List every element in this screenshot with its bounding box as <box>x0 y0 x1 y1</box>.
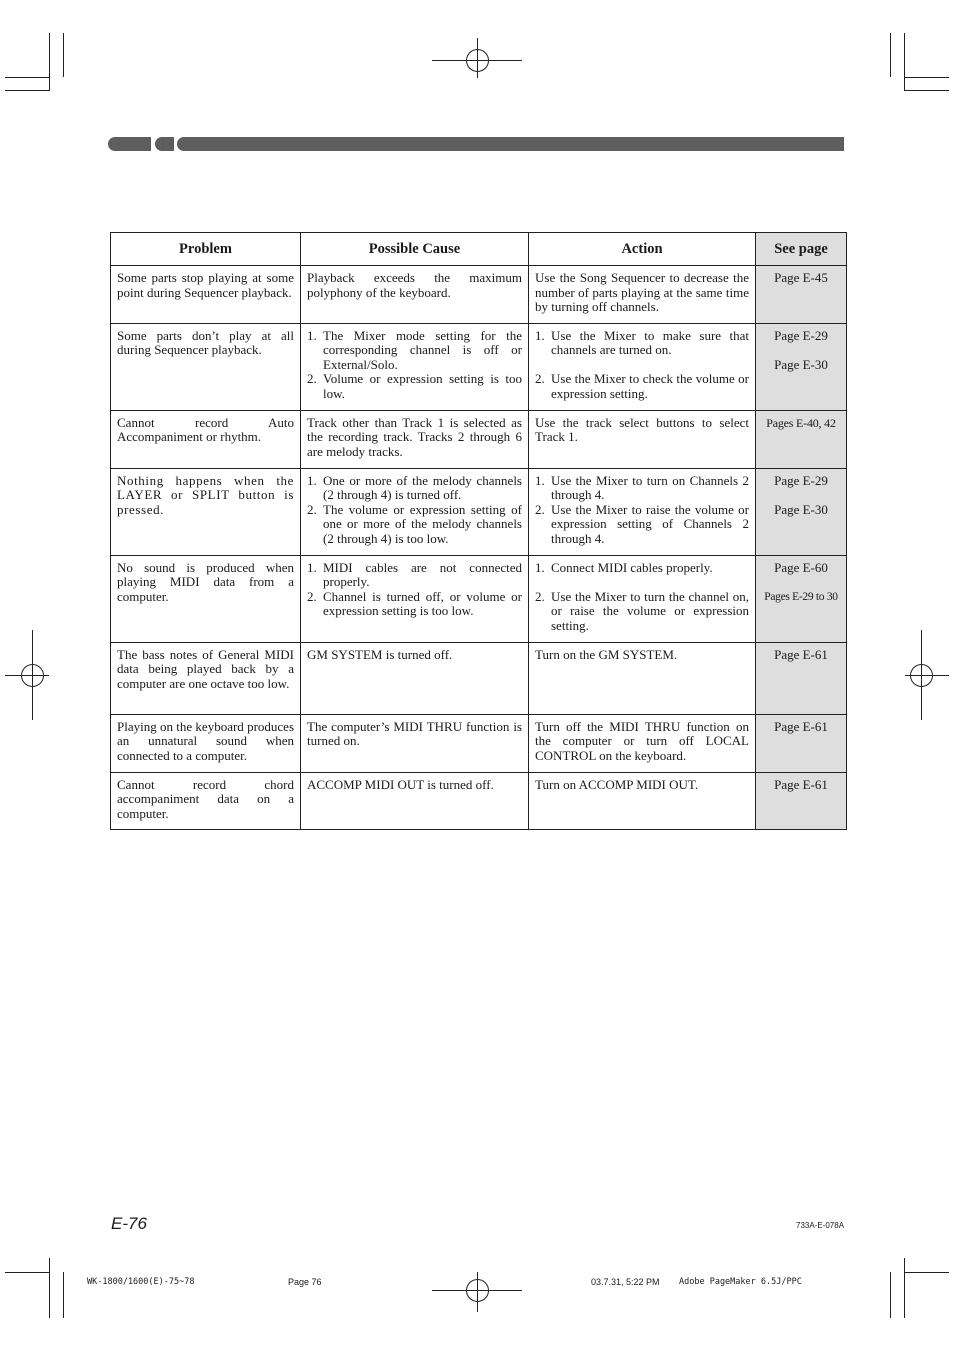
cause-cell: The computer’s MIDI THRU function is turned on. <box>301 714 529 772</box>
problem-cell: Cannot record chord accompaniment data on a computer. <box>111 772 301 830</box>
page-reference: Page E-29 <box>774 327 828 343</box>
header-bar-main <box>184 137 844 151</box>
crop-mark <box>890 33 891 77</box>
page-reference: Page E-30 <box>774 501 828 517</box>
see-page-cell <box>756 266 847 324</box>
action-cell <box>529 555 756 642</box>
list-item: 2. The volume or expression setting of one or more of the melody channels (2 through 4) is too low. <box>307 501 522 546</box>
crop-mark <box>49 1258 50 1318</box>
list-item-text: MIDI cables are not connected properly. <box>323 559 522 589</box>
registration-circle <box>466 1279 489 1302</box>
list-item: 2. Channel is turned off, or volume or expression setting is too low. <box>307 588 522 618</box>
crop-mark <box>5 77 49 78</box>
footer-page: Page 76 <box>288 1277 322 1287</box>
list-item-text: Use the Mixer to turn on Channels 2 through 4. <box>551 472 749 502</box>
page-number: E-76 <box>111 1214 147 1233</box>
table-row <box>111 642 847 714</box>
crop-mark <box>5 90 49 91</box>
registration-circle <box>466 49 489 72</box>
see-page-cell <box>756 714 847 772</box>
header-bar-segment <box>155 137 174 151</box>
cause-cell <box>301 555 529 642</box>
action-cell <box>529 323 756 410</box>
problem-cell: Playing on the keyboard produces an unnatural sound when connected to a computer. <box>111 714 301 772</box>
problem-cell: No sound is produced when playing MIDI data from a computer. <box>111 555 301 642</box>
list-item-text: Volume or expression setting is too low. <box>323 371 522 401</box>
problem-cell: Nothing happens when the LAYER or SPLIT button is pressed. <box>111 468 301 555</box>
crop-mark <box>49 33 50 91</box>
crop-mark <box>63 33 64 77</box>
problem-cell: Cannot record Auto Accompaniment or rhythm. <box>111 410 301 468</box>
action-cell <box>529 468 756 555</box>
page-reference: Page E-29 <box>774 472 828 488</box>
page-reference: Page E-60 <box>774 559 828 575</box>
list-item-text: One or more of the melody channels (2 through 4) is turned off. <box>323 472 522 502</box>
page-reference: Pages E-40, 42 <box>766 415 836 430</box>
see-page-cell <box>756 555 847 642</box>
table-row <box>111 266 847 324</box>
list-item: 2. Volume or expression setting is too low. <box>307 371 522 401</box>
crop-mark <box>905 90 949 91</box>
cause-cell: GM SYSTEM is turned off. <box>301 642 529 714</box>
table-row <box>111 410 847 468</box>
cause-cell <box>301 323 529 410</box>
list-item: 1. Use the Mixer to turn on Channels 2 through 4. <box>535 472 749 502</box>
see-page-cell <box>756 410 847 468</box>
cause-cell <box>301 468 529 555</box>
action-cell: Turn on the GM SYSTEM. <box>529 642 756 714</box>
footer-date: 03.7.31, 5:22 PM <box>591 1277 660 1287</box>
page-reference: Page E-30 <box>774 356 828 372</box>
crop-mark <box>890 1272 891 1318</box>
action-cell: Use the Song Sequencer to decrease the number of parts playing at the same time by turning off channels. <box>529 266 756 324</box>
page-reference: Page E-45 <box>774 270 828 285</box>
registration-circle <box>21 664 44 687</box>
page-reference: Page E-61 <box>774 646 828 662</box>
list-item-text: Use the Mixer to turn the channel on, or raise the volume or expression setting. <box>551 588 749 633</box>
crop-mark <box>905 77 949 78</box>
column-header: Action <box>529 233 756 266</box>
header-bar-segment <box>108 137 151 151</box>
list-item: 1. One or more of the melody channels (2 through 4) is turned off. <box>307 472 522 502</box>
problem-cell: The bass notes of General MIDI data being played back by a computer are one octave too low. <box>111 642 301 714</box>
list-item: 1. Connect MIDI cables properly. <box>535 559 713 575</box>
table-row <box>111 714 847 772</box>
list-item-text: Use the Mixer to make sure that channels are turned on. <box>551 327 749 357</box>
list-item-text: Use the Mixer to check the volume or expression setting. <box>551 371 749 401</box>
list-item: 1. Use the Mixer to make sure that channels are turned on. <box>535 327 749 357</box>
list-item-text: The volume or expression setting of one or more of the melody channels (2 through 4) is too low. <box>323 501 522 546</box>
crop-mark <box>905 1272 949 1273</box>
column-header: See page <box>756 233 847 266</box>
see-page-cell <box>756 642 847 714</box>
list-item-text: The Mixer mode setting for the corresponding channel is off or External/Solo. <box>323 327 522 372</box>
list-item-text: Connect MIDI cables properly. <box>551 559 713 575</box>
see-page-cell <box>756 772 847 830</box>
footer-file: WK-1800/1600(E)-75~78 <box>87 1277 195 1287</box>
crop-mark <box>5 1272 49 1273</box>
crop-mark <box>63 1272 64 1318</box>
table-row <box>111 468 847 555</box>
problem-cell: Some parts don’t play at all during Sequencer playback. <box>111 323 301 410</box>
problem-cell: Some parts stop playing at some point during Sequencer playback. <box>111 266 301 324</box>
list-item-text: Channel is turned off, or volume or expression setting is too low. <box>323 588 522 618</box>
page-reference: Pages E-29 to 30 <box>764 590 838 603</box>
page-reference: Page E-61 <box>774 718 828 734</box>
crop-mark <box>904 1258 905 1318</box>
column-header: Possible Cause <box>301 233 529 266</box>
footer-app: Adobe PageMaker 6.5J/PPC <box>679 1277 802 1287</box>
list-item: 1. MIDI cables are not connected properly. <box>307 559 522 589</box>
column-header: Problem <box>111 233 301 266</box>
list-item-text: Use the Mixer to raise the volume or expression setting of Channels 2 through 4. <box>551 501 749 546</box>
action-cell: Turn on ACCOMP MIDI OUT. <box>529 772 756 830</box>
table-row <box>111 323 847 410</box>
list-item: 1. The Mixer mode setting for the corresponding channel is off or External/Solo. <box>307 327 522 372</box>
list-item: 2. Use the Mixer to check the volume or expression setting. <box>535 371 749 401</box>
see-page-cell <box>756 468 847 555</box>
registration-circle <box>910 664 933 687</box>
list-item: 2. Use the Mixer to raise the volume or expression setting of Channels 2 through 4. <box>535 501 749 546</box>
action-cell: Turn off the MIDI THRU function on the computer or turn off LOCAL CONTROL on the keyboard. <box>529 714 756 772</box>
troubleshooting-table <box>110 232 847 830</box>
cause-cell: ACCOMP MIDI OUT is turned off. <box>301 772 529 830</box>
see-page-cell <box>756 323 847 410</box>
crop-mark <box>904 33 905 91</box>
document-code: 733A-E-078A <box>796 1221 845 1230</box>
cause-cell: Playback exceeds the maximum polyphony of the keyboard. <box>301 266 529 324</box>
cause-cell: Track other than Track 1 is selected as the recording track. Tracks 2 through 6 are melody tracks. <box>301 410 529 468</box>
table-row <box>111 772 847 830</box>
page-reference: Page E-61 <box>774 776 828 792</box>
table-row <box>111 555 847 642</box>
list-item: 2. Use the Mixer to turn the channel on, or raise the volume or expression setting. <box>535 588 749 633</box>
table-header-row <box>111 233 847 266</box>
action-cell: Use the track select buttons to select Track 1. <box>529 410 756 468</box>
